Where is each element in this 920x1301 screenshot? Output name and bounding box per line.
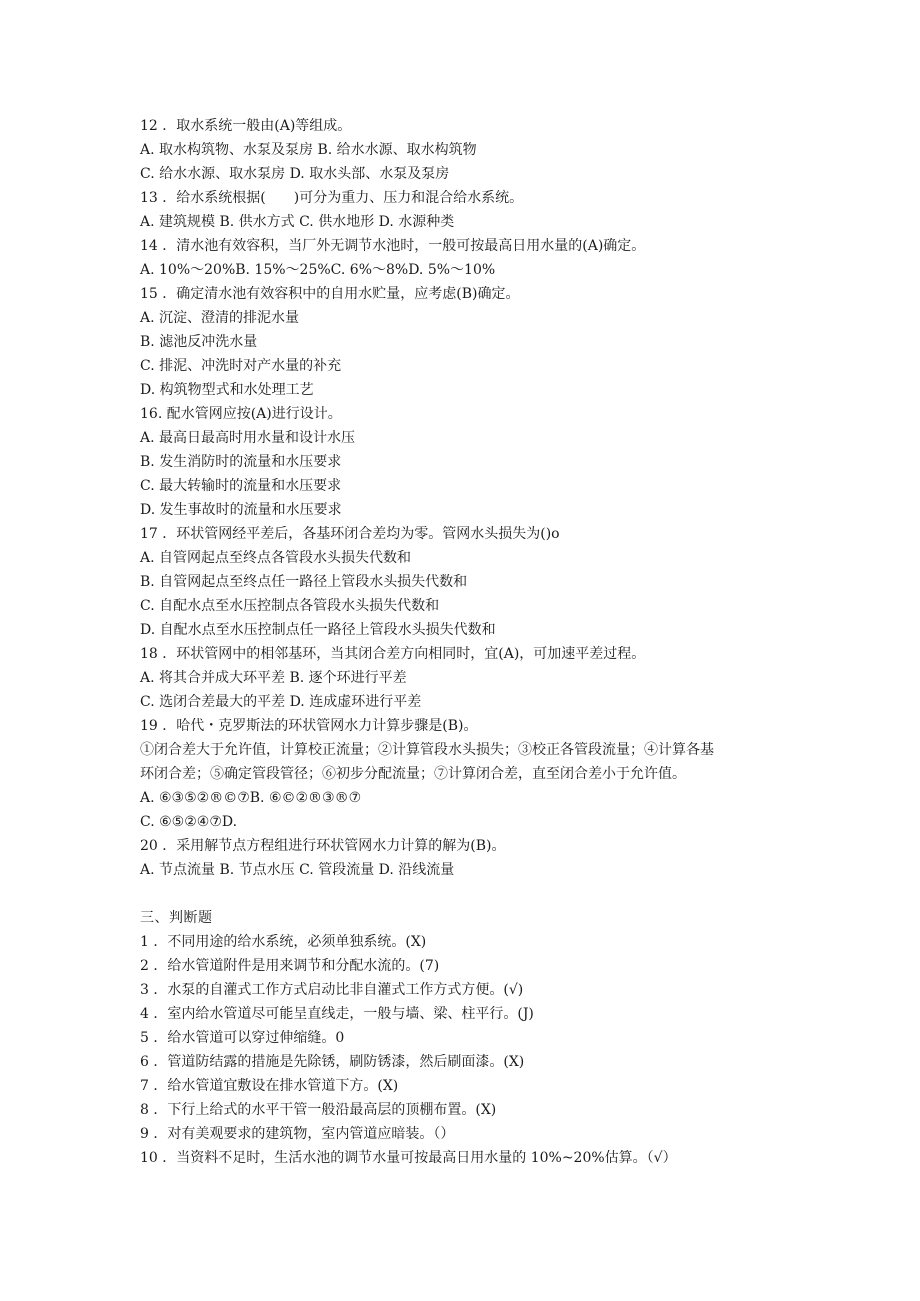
question-line: D. 构筑物型式和水处理工艺 — [140, 382, 314, 398]
question-line: 12 ．取水系统一般由(A)等组成。 — [140, 118, 352, 134]
question-line: 19 ．哈代・克罗斯法的环状管网水力计算步骤是(B)。 — [140, 718, 478, 734]
judgement-line: 7 ．给水管道宜敷设在排水管道下方。(X) — [140, 1078, 399, 1094]
question-line: A. 最高日最高时用水量和设计水压 — [140, 430, 356, 446]
question-line: D. 发生事故时的流量和水压要求 — [140, 502, 342, 518]
judgement-line: 4 ．室内给水管道尽可能呈直线走，一般与墙、梁、柱平行。(J) — [140, 1006, 534, 1022]
question-line: A. 10%～20%B. 15%～25%C. 6%～8%D. 5%～10% — [140, 262, 496, 278]
question-line: B. 发生消防时的流量和水压要求 — [140, 454, 342, 470]
judgement-line: 3 ．水泵的自灌式工作方式启动比非自灌式工作方式方便。(√) — [140, 982, 524, 998]
question-line: 17 ．环状管网经平差后，各基环闭合差均为零。管网水头损失为()o — [140, 526, 560, 542]
question-line: D. 自配水点至水压控制点任一路径上管段水头损失代数和 — [140, 622, 496, 638]
question-line: A. 取水构筑物、水泵及泵房 B. 给水水源、取水构筑物 — [140, 142, 477, 158]
judgement-line: 8 ．下行上给式的水平干管一般沿最高层的顶棚布置。(X) — [140, 1102, 497, 1118]
judgement-line: 6 ．管道防结露的措施是先除锈，刷防锈漆，然后刷面漆。(X) — [140, 1054, 525, 1070]
question-line: 14 ．清水池有效容积，当厂外无调节水池时，一般可按最高日用水量的(A)确定。 — [140, 238, 646, 254]
question-line: C. 选闭合差最大的平差 D. 连成虚环进行平差 — [140, 694, 422, 710]
question-line: 环闭合差；⑤确定管段管径；⑥初步分配流量；⑦计算闭合差，直至闭合差小于允许值。 — [140, 766, 686, 782]
multiple-choice-section — [140, 114, 800, 882]
question-line: A. ⑥③⑤②®©⑦B. ⑥©②®③®⑦ — [140, 790, 362, 806]
question-line: A. 沉淀、澄清的排泥水量 — [140, 310, 300, 326]
question-line: C. 排泥、冲洗时对产水量的补充 — [140, 358, 342, 374]
document-content — [140, 114, 800, 1170]
question-line: A. 自管网起点至终点各管段水头损失代数和 — [140, 550, 412, 566]
section-heading-judgement: 三、判断题 — [140, 910, 213, 926]
question-line: ①闭合差大于允许值，计算校正流量；②计算管段水头损失；③校正各管段流量；④计算各基 — [140, 742, 714, 758]
judgement-line: 2 ．给水管道附件是用来调节和分配水流的。(7) — [140, 958, 440, 974]
question-line: C. ⑥⑤②④⑦D. — [140, 814, 238, 830]
question-line: C. 最大转输时的流量和水压要求 — [140, 478, 342, 494]
question-line: 18 ．环状管网中的相邻基环，当其闭合差方向相同时，宜(A)，可加速平差过程。 — [140, 646, 646, 662]
judgement-line: 1 ．不同用途的给水系统，必须单独系统。(X) — [140, 934, 427, 950]
judgement-line: 9 ．对有美观要求的建筑物，室内管道应暗装。（） — [140, 1126, 455, 1142]
question-line: A. 将其合并成大环平差 B. 逐个环进行平差 — [140, 670, 407, 686]
question-line: A. 建筑规模 B. 供水方式 C. 供水地形 D. 水源种类 — [140, 214, 455, 230]
question-line: A. 节点流量 B. 节点水压 C. 管段流量 D. 沿线流量 — [140, 862, 455, 878]
question-line: B. 滤池反冲洗水量 — [140, 334, 258, 350]
question-line: C. 自配水点至水压控制点各管段水头损失代数和 — [140, 598, 440, 614]
question-line: B. 自管网起点至终点任一路径上管段水头损失代数和 — [140, 574, 468, 590]
question-line: 15 ．确定清水池有效容积中的自用水贮量，应考虑(B)确定。 — [140, 286, 520, 302]
question-line: 16. 配水管网应按(A)进行设计。 — [140, 406, 342, 422]
question-line: 20 ．采用解节点方程组进行环状管网水力计算的解为(B)。 — [140, 838, 506, 854]
question-line: C. 给水水源、取水泵房 D. 取水头部、水泵及泵房 — [140, 166, 450, 182]
section-gap — [140, 882, 800, 906]
judgement-line: 10 ．当资料不足时，生活水池的调节水量可按最高日用水量的 10%~20%估算。（√） — [140, 1150, 677, 1166]
true-false-section — [140, 930, 800, 1170]
question-line: 13 ．给水系统根据( )可分为重力、压力和混合给水系统。 — [140, 190, 524, 206]
judgement-line: 5 ．给水管道可以穿过伸缩缝。0 — [140, 1030, 345, 1046]
